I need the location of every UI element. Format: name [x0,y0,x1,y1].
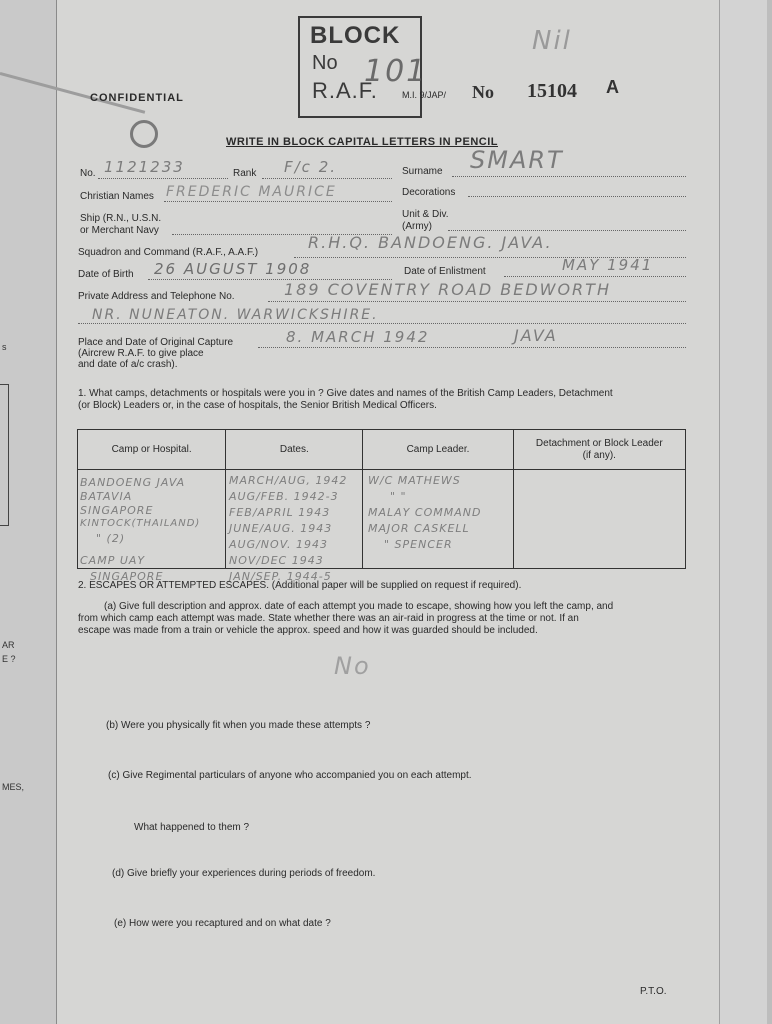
dob-value: 26 AUGUST 1908 [154,260,312,278]
q2-a-line-2: from which camp each attempt was made. State whether there was an air-raid in progress at the time or not. If an [78,613,579,624]
leader-entry: MALAY COMMAND [368,506,482,519]
stamp-raf: R.A.F. [312,78,378,103]
date-entry: JUNE/AUG. 1943 [229,522,333,535]
surname-value: SMART [470,146,564,174]
date-entry: FEB/APRIL 1943 [229,506,331,519]
squadron-value: R.H.Q. BANDOENG. JAVA. [308,233,553,252]
form-suffix: A [606,77,619,97]
date-entry: JAN/SEP. 1944-5 [229,570,332,583]
q2-b: (b) Were you physically fit when you made these attempts ? [106,720,371,731]
dob-label: Date of Birth [78,269,134,280]
q1-text-2: (or Block) Leaders or, in the case of hospitals, the Senior British Medical Officers. [78,400,437,411]
capture-label-2: (Aircrew R.A.F. to give place [78,348,204,359]
form-code: M.I. 9/JAP/ [402,90,447,100]
camp-entry: KINTOCK(THAILAND) [80,518,201,529]
q2-e: (e) How were you recaptured and on what date ? [114,918,331,929]
decorations-label: Decorations [402,187,456,198]
instruction-heading: WRITE IN BLOCK CAPITAL LETTERS IN PENCIL [226,136,498,148]
date-entry: MARCH/AUG, 1942 [229,474,348,487]
left-page-fragment: MES, [2,782,25,792]
left-adjacent-page [0,0,63,1024]
capture-label-3: and date of a/c crash). [78,359,178,370]
date-entry: AUG/NOV. 1943 [229,538,328,551]
no-label: No. [80,168,96,179]
left-page-fragment: s [2,342,7,352]
q2-a-line-1: (a) Give full description and approx. date of each attempt you made to escape, showing how you left the camp, and [104,601,614,612]
enlistment-value: MAY 1941 [562,256,654,274]
surname-label: Surname [402,166,443,177]
col-header-dates: Dates. [279,444,309,455]
rank-label: Rank [233,168,257,179]
address-value-1: 189 COVENTRY ROAD BEDWORTH [284,280,611,299]
form-number: 15104 [527,80,577,102]
pto-label: P.T.O. [640,986,667,997]
left-page-fragment: AR [2,640,15,650]
q2-d: (d) Give briefly your experiences during periods of freedom. [112,868,376,879]
q2-title: 2. ESCAPES OR ATTEMPTED ESCAPES. (Additional paper will be supplied on request if required). [78,580,522,591]
leader-entry: W/C MATHEWS [368,474,461,487]
stamp-number: 101 [364,54,428,89]
col-header-leader: Camp Leader. [406,444,470,455]
christian-names-label: Christian Names [80,191,154,202]
ship-label-1: Ship (R.N., U.S.N. [80,213,162,224]
camp-entry: SINGAPORE [90,570,164,583]
camp-entry: SINGAPORE [80,504,154,517]
camp-entry: BANDOENG JAVA [80,476,186,489]
camps-table [77,429,686,569]
date-entry: NOV/DEC 1943 [229,554,324,567]
rank-value: F/c 2. [284,158,338,176]
col-header-detachment: Detachment or Block Leader (if any). [535,438,663,461]
q2-a-answer: No [334,652,371,680]
classification-label: CONFIDENTIAL [90,92,184,104]
left-page-fragment: E ? [2,654,16,664]
leader-entry: MAJOR CASKELL [368,522,470,535]
q2-a-line-3: escape was made from a train or vehicle the approx. speed and how it was guarded should be included. [78,625,538,636]
enlistment-label: Date of Enlistment [404,266,486,277]
unit-label-1: Unit & Div. [402,209,449,220]
stamp-no: No [312,52,338,74]
q2-c-followup: What happened to them ? [134,822,250,833]
address-label: Private Address and Telephone No. [78,291,235,302]
date-entry: AUG/FEB. 1942-3 [229,490,339,503]
capture-label-1: Place and Date of Original Capture [78,337,234,348]
stamp-block: BLOCK [310,22,401,49]
form-no-label: No [472,82,494,102]
capture-place-value: JAVA [514,326,558,345]
tag-ring [130,120,158,148]
top-scrawl: Nil [532,26,572,56]
q2-c: (c) Give Regimental particulars of anyone who accompanied you on each attempt. [108,770,472,781]
address-value-2: NR. NUNEATON. WARWICKSHIRE. [92,307,379,323]
capture-date-value: 8. MARCH 1942 [286,328,430,346]
col-header-camp: Camp or Hospital. [111,444,192,455]
squadron-label: Squadron and Command (R.A.F., A.A.F.) [78,247,259,258]
camp-entry: " (2) [96,532,126,545]
service-number-value: 1121233 [104,158,185,176]
q1-text-1: 1. What camps, detachments or hospitals were you in ? Give dates and names of the British Camp Leaders, Detachment [78,388,613,399]
camp-entry: CAMP UAY [80,554,146,567]
leader-entry: " SPENCER [384,538,453,551]
leader-entry: " " [390,490,407,503]
unit-label-2: (Army) [402,221,432,232]
ship-label-2: or Merchant Navy [80,225,159,236]
christian-names-value: FREDERIC MAURICE [166,184,337,200]
camp-entry: BATAVIA [80,490,133,503]
